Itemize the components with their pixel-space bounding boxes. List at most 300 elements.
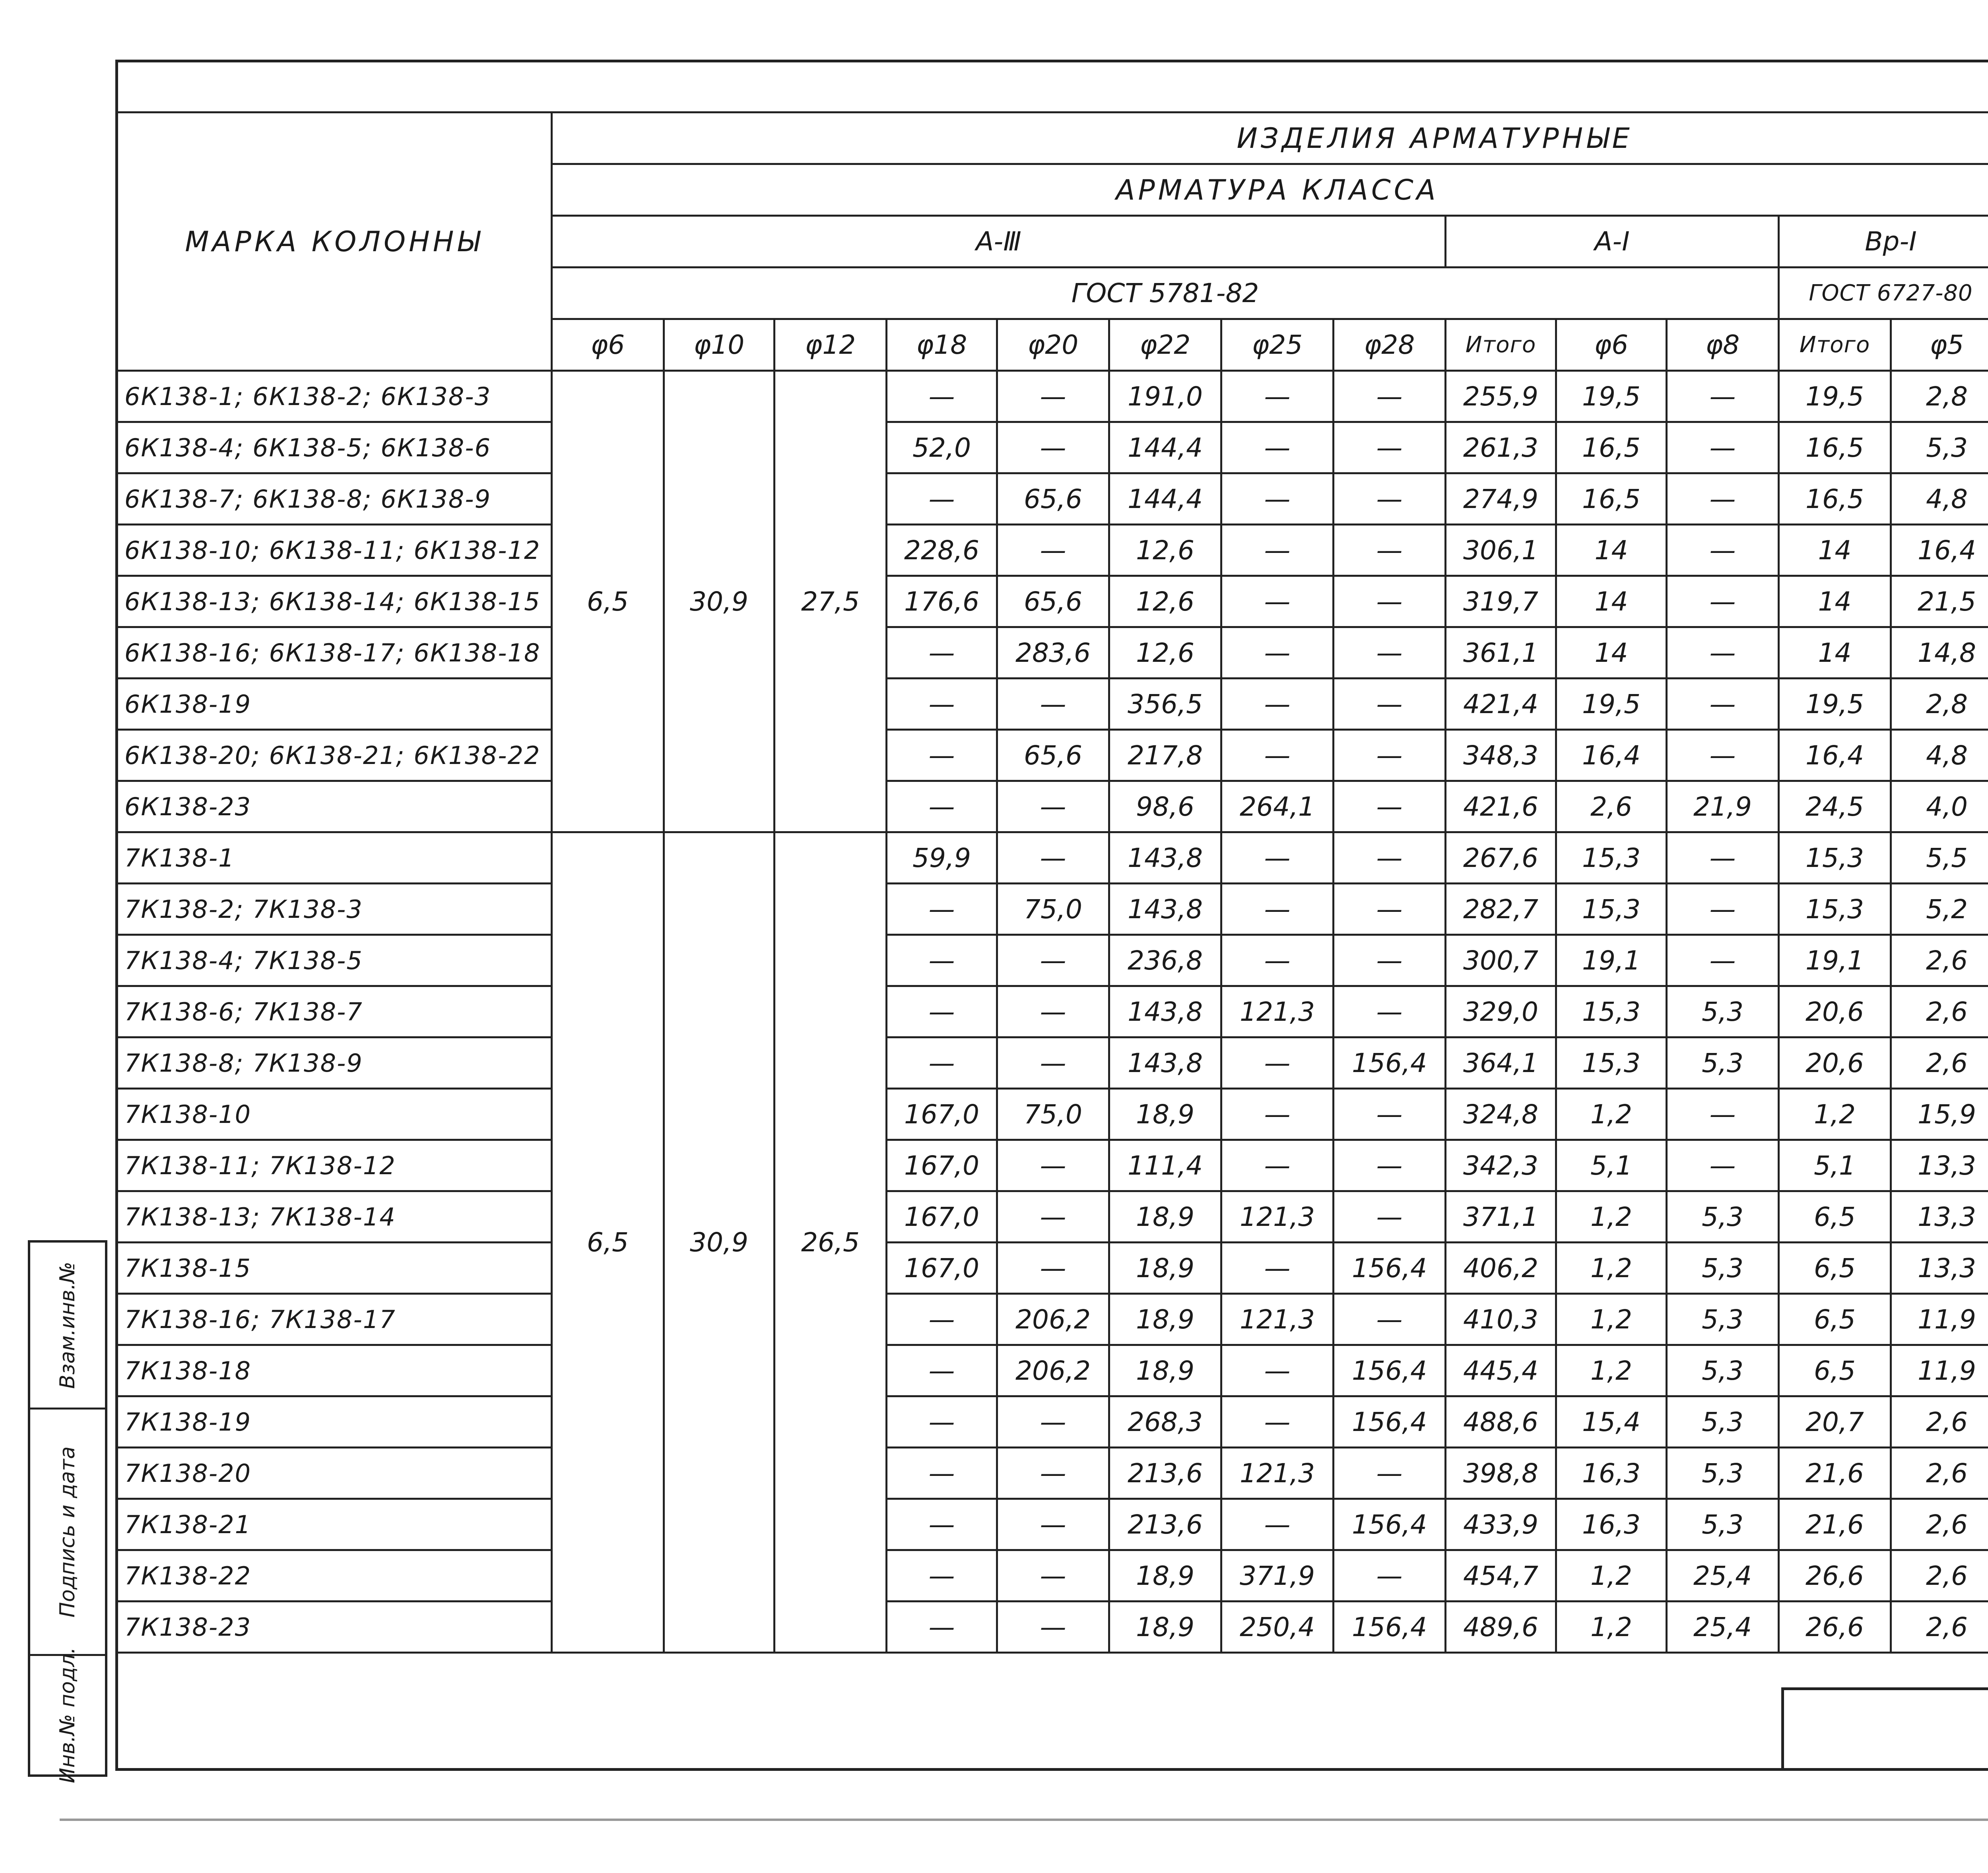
table-cell: 16,4 — [1779, 730, 1891, 781]
subheader-cell: Итого — [1779, 319, 1891, 371]
column-mark-cell: 6К138-4; 6К138-5; 6К138-6 — [116, 422, 552, 473]
column-mark-cell: 6К138-7; 6К138-8; 6К138-9 — [116, 473, 552, 525]
table-cell: 15,3 — [1556, 986, 1667, 1037]
table-cell: 191,0 — [1109, 371, 1221, 422]
scan-bottom-line — [60, 1819, 1988, 1821]
table-cell: 217,8 — [1109, 730, 1221, 781]
table-cell: — — [1334, 884, 1446, 935]
column-mark-cell: 6К138-1; 6К138-2; 6К138-3 — [116, 371, 552, 422]
side-label-inventory: Инв.№ подл. — [56, 1647, 80, 1784]
table-cell: 5,3 — [1667, 1396, 1779, 1448]
table-row — [116, 576, 1988, 627]
table-cell: 21,5 — [1891, 576, 1988, 627]
table-cell: 5,3 — [1667, 1499, 1779, 1550]
table-cell: 11,9 — [1891, 1294, 1988, 1345]
table-cell: 348,3 — [1446, 730, 1556, 781]
table-cell: 19,5 — [1779, 371, 1891, 422]
table-cell: — — [887, 679, 997, 730]
table-cell: — — [887, 473, 997, 525]
table-cell: 361,1 — [1446, 627, 1556, 679]
table-cell: 14 — [1556, 627, 1667, 679]
table-cell: — — [1334, 730, 1446, 781]
table-cell: 261,3 — [1446, 422, 1556, 473]
table-cell: — — [1334, 986, 1446, 1037]
side-stamp-strip — [28, 1240, 107, 1784]
table-cell: — — [997, 1140, 1109, 1191]
table-cell: 14 — [1779, 525, 1891, 576]
table-cell: — — [1334, 576, 1446, 627]
table-cell: — — [1221, 1499, 1334, 1550]
table-cell: — — [1667, 832, 1779, 884]
table-cell: — — [1334, 832, 1446, 884]
table-cell: 26,6 — [1779, 1550, 1891, 1602]
table-cell: 2,6 — [1556, 781, 1667, 832]
table-cell: 21,9 — [1667, 781, 1779, 832]
table-cell: — — [997, 832, 1109, 884]
side-label-replacement: Взам.инв.№ — [56, 1261, 80, 1389]
table-row — [116, 1602, 1988, 1653]
group-value-cell: 30,9 — [664, 371, 775, 832]
table-cell: — — [887, 1294, 997, 1345]
table-cell: — — [1334, 371, 1446, 422]
table-row — [116, 1345, 1988, 1396]
column-mark-cell: 7К138-4; 7К138-5 — [116, 935, 552, 986]
table-cell: 15,3 — [1556, 884, 1667, 935]
column-mark-cell: 7К138-23 — [116, 1602, 552, 1653]
table-row — [116, 1294, 1988, 1345]
table-cell: 144,4 — [1109, 422, 1221, 473]
table-cell: — — [1221, 730, 1334, 781]
subheader-cell: φ6 — [1556, 319, 1667, 371]
table-row — [116, 473, 1988, 525]
table-cell: 16,5 — [1556, 422, 1667, 473]
column-mark-cell: 7К138-1 — [116, 832, 552, 884]
table-cell: 2,6 — [1891, 1396, 1988, 1448]
table-cell: 306,1 — [1446, 525, 1556, 576]
table-cell: 20,6 — [1779, 986, 1891, 1037]
table-cell: 18,9 — [1109, 1345, 1221, 1396]
table-cell: 167,0 — [887, 1243, 997, 1294]
table-cell: 75,0 — [997, 1089, 1109, 1140]
table-cell: 342,3 — [1446, 1140, 1556, 1191]
table-cell: 20,6 — [1779, 1037, 1891, 1089]
subheader-cell: φ25 — [1221, 319, 1334, 371]
table-cell: 4,0 — [1891, 781, 1988, 832]
table-cell: 20,7 — [1779, 1396, 1891, 1448]
table-cell: 16,4 — [1891, 525, 1988, 576]
table-cell: 18,9 — [1109, 1294, 1221, 1345]
table-cell: 19,5 — [1556, 679, 1667, 730]
table-cell: 156,4 — [1334, 1396, 1446, 1448]
column-mark-cell: 6К138-23 — [116, 781, 552, 832]
subheader-cell: φ22 — [1109, 319, 1221, 371]
column-mark-cell: 7К138-18 — [116, 1345, 552, 1396]
table-cell: — — [1667, 730, 1779, 781]
table-cell: — — [997, 525, 1109, 576]
table-cell: 206,2 — [997, 1345, 1109, 1396]
table-cell: 121,3 — [1221, 1191, 1334, 1243]
table-cell: — — [1667, 371, 1779, 422]
table-cell: 65,6 — [997, 473, 1109, 525]
table-row — [116, 781, 1988, 832]
table-row — [116, 525, 1988, 576]
table-cell: 410,3 — [1446, 1294, 1556, 1345]
table-cell: 15,9 — [1891, 1089, 1988, 1140]
table-cell: 356,5 — [1109, 679, 1221, 730]
table-cell: 16,3 — [1556, 1448, 1667, 1499]
table-cell: 75,0 — [997, 884, 1109, 935]
table-cell: — — [1221, 422, 1334, 473]
table-cell: 371,1 — [1446, 1191, 1556, 1243]
column-mark-cell: 7К138-13; 7К138-14 — [116, 1191, 552, 1243]
column-mark-cell: 6К138-20; 6К138-21; 6К138-22 — [116, 730, 552, 781]
column-mark-cell: 7К138-15 — [116, 1243, 552, 1294]
column-mark-cell: 6К138-19 — [116, 679, 552, 730]
table-cell: 324,8 — [1446, 1089, 1556, 1140]
table-cell: 143,8 — [1109, 1037, 1221, 1089]
table-cell: 14 — [1779, 576, 1891, 627]
table-cell: 52,0 — [887, 422, 997, 473]
table-cell: — — [997, 1602, 1109, 1653]
table-cell: 1,2 — [1556, 1243, 1667, 1294]
table-cell: 16,5 — [1779, 473, 1891, 525]
table-cell: 13,3 — [1891, 1243, 1988, 1294]
table-row — [116, 1191, 1988, 1243]
table-cell: — — [887, 371, 997, 422]
table-cell: 59,9 — [887, 832, 997, 884]
table-cell: 255,9 — [1446, 371, 1556, 422]
table-cell: 282,7 — [1446, 884, 1556, 935]
table-cell: — — [1334, 679, 1446, 730]
column-mark-cell: 6К138-16; 6К138-17; 6К138-18 — [116, 627, 552, 679]
table-cell: 5,3 — [1667, 986, 1779, 1037]
table-cell: 5,3 — [1667, 1191, 1779, 1243]
document-code — [1784, 1690, 1988, 1768]
reinforcement-spec-table — [115, 111, 1988, 1654]
table-cell: — — [887, 781, 997, 832]
table-cell: — — [1667, 1140, 1779, 1191]
table-row — [116, 1089, 1988, 1140]
table-cell: 144,4 — [1109, 473, 1221, 525]
table-cell: 13,3 — [1891, 1191, 1988, 1243]
table-cell: — — [997, 422, 1109, 473]
table-cell: 5,1 — [1556, 1140, 1667, 1191]
table-cell: — — [1667, 627, 1779, 679]
table-cell: — — [997, 935, 1109, 986]
table-cell: — — [1667, 1089, 1779, 1140]
table-cell: — — [1334, 1140, 1446, 1191]
table-cell: 433,9 — [1446, 1499, 1556, 1550]
table-cell: — — [1667, 679, 1779, 730]
table-cell: 19,5 — [1779, 679, 1891, 730]
table-cell: 19,1 — [1779, 935, 1891, 986]
table-row — [116, 1243, 1988, 1294]
table-cell: 274,9 — [1446, 473, 1556, 525]
table-cell: 445,4 — [1446, 1345, 1556, 1396]
table-cell: 2,6 — [1891, 1037, 1988, 1089]
header-class-title: АРМАТУРА КЛАССА — [552, 164, 1988, 216]
table-cell: — — [1334, 1448, 1446, 1499]
group-value-cell: 26,5 — [775, 832, 887, 1653]
header-gost-vr: ГОСТ 6727-80 — [1779, 268, 1988, 319]
table-cell: 14 — [1556, 525, 1667, 576]
table-cell: 2,8 — [1891, 371, 1988, 422]
table-cell: — — [887, 1550, 997, 1602]
table-row — [116, 986, 1988, 1037]
table-cell: — — [997, 1448, 1109, 1499]
table-cell: 98,6 — [1109, 781, 1221, 832]
table-cell: 5,2 — [1891, 884, 1988, 935]
column-mark-cell: 7К138-6; 7К138-7 — [116, 986, 552, 1037]
header-gost-a: ГОСТ 5781-82 — [552, 268, 1779, 319]
table-cell: — — [997, 986, 1109, 1037]
table-cell: 1,2 — [1556, 1550, 1667, 1602]
table-cell: 2,6 — [1891, 1602, 1988, 1653]
table-cell: 250,4 — [1221, 1602, 1334, 1653]
table-cell: — — [1667, 935, 1779, 986]
table-cell: 143,8 — [1109, 884, 1221, 935]
title-block — [1781, 1687, 1988, 1771]
table-cell: — — [887, 935, 997, 986]
table-cell: 264,1 — [1221, 781, 1334, 832]
table-cell: 1,2 — [1556, 1294, 1667, 1345]
table-cell: 18,9 — [1109, 1243, 1221, 1294]
table-cell: 25,4 — [1667, 1602, 1779, 1653]
table-cell: — — [1221, 1396, 1334, 1448]
table-cell: 283,6 — [997, 627, 1109, 679]
table-cell: 19,1 — [1556, 935, 1667, 986]
table-cell: — — [887, 884, 997, 935]
table-cell: 364,1 — [1446, 1037, 1556, 1089]
column-mark-cell: 7К138-21 — [116, 1499, 552, 1550]
table-cell: — — [1334, 1550, 1446, 1602]
table-cell: 16,4 — [1556, 730, 1667, 781]
table-cell: 167,0 — [887, 1191, 997, 1243]
header-class-a1: А-Ⅰ — [1446, 216, 1779, 268]
table-cell: — — [997, 1037, 1109, 1089]
table-cell: 21,6 — [1779, 1499, 1891, 1550]
table-row — [116, 679, 1988, 730]
table-cell: 2,6 — [1891, 1550, 1988, 1602]
column-mark-cell: 7К138-8; 7К138-9 — [116, 1037, 552, 1089]
table-cell: 143,8 — [1109, 832, 1221, 884]
table-cell: 2,8 — [1891, 679, 1988, 730]
subheader-cell: φ20 — [997, 319, 1109, 371]
side-label-signature: Подпись и дата — [56, 1446, 80, 1617]
table-cell: 5,3 — [1667, 1037, 1779, 1089]
table-cell: 206,2 — [997, 1294, 1109, 1345]
table-cell: — — [1667, 473, 1779, 525]
table-cell: — — [997, 1243, 1109, 1294]
table-cell: — — [1334, 935, 1446, 986]
header-class-a3: А-Ⅲ — [552, 216, 1446, 268]
table-cell: 267,6 — [1446, 832, 1556, 884]
table-cell: 156,4 — [1334, 1037, 1446, 1089]
table-cell: 26,6 — [1779, 1602, 1891, 1653]
table-cell: 421,4 — [1446, 679, 1556, 730]
table-cell: — — [1221, 1243, 1334, 1294]
table-cell: — — [1221, 525, 1334, 576]
table-cell: — — [1221, 1345, 1334, 1396]
table-cell: 12,6 — [1109, 576, 1221, 627]
group-value-cell: 30,9 — [664, 832, 775, 1653]
table-cell: 14 — [1556, 576, 1667, 627]
table-cell: — — [887, 986, 997, 1037]
table-cell: — — [1221, 1037, 1334, 1089]
table-cell: 167,0 — [887, 1089, 997, 1140]
table-cell: — — [887, 627, 997, 679]
table-cell: — — [997, 781, 1109, 832]
table-cell: 228,6 — [887, 525, 997, 576]
table-cell: — — [1221, 473, 1334, 525]
table-cell: 2,6 — [1891, 935, 1988, 986]
table-cell: 1,2 — [1556, 1345, 1667, 1396]
table-cell: 167,0 — [887, 1140, 997, 1191]
table-cell: — — [887, 1602, 997, 1653]
table-cell: — — [997, 371, 1109, 422]
table-row — [116, 1037, 1988, 1089]
table-cell: 6,5 — [1779, 1243, 1891, 1294]
table-cell: — — [887, 1499, 997, 1550]
column-mark-cell: 7К138-20 — [116, 1448, 552, 1499]
table-cell: 489,6 — [1446, 1602, 1556, 1653]
table-cell: 24,5 — [1779, 781, 1891, 832]
subheader-cell: φ5 — [1891, 319, 1988, 371]
column-mark-cell: 7К138-16; 7К138-17 — [116, 1294, 552, 1345]
table-cell: 5,5 — [1891, 832, 1988, 884]
table-cell: 65,6 — [997, 730, 1109, 781]
table-cell: 6,5 — [1779, 1294, 1891, 1345]
table-cell: 12,6 — [1109, 627, 1221, 679]
table-cell: 4,8 — [1891, 730, 1988, 781]
column-mark-cell: 7К138-2; 7К138-3 — [116, 884, 552, 935]
table-cell: 11,9 — [1891, 1345, 1988, 1396]
table-cell: — — [1221, 884, 1334, 935]
table-cell: — — [997, 679, 1109, 730]
subheader-cell: φ18 — [887, 319, 997, 371]
header-column-mark: МАРКА КОЛОННЫ — [116, 112, 552, 371]
table-cell: — — [887, 1448, 997, 1499]
table-cell: 12,6 — [1109, 525, 1221, 576]
table-cell: 18,9 — [1109, 1550, 1221, 1602]
table-cell: — — [1334, 422, 1446, 473]
table-cell: 156,4 — [1334, 1345, 1446, 1396]
table-cell: — — [1221, 1140, 1334, 1191]
table-cell: — — [1221, 832, 1334, 884]
table-cell: 143,8 — [1109, 986, 1221, 1037]
table-row — [116, 730, 1988, 781]
table-cell: 15,4 — [1556, 1396, 1667, 1448]
column-mark-cell: 7К138-19 — [116, 1396, 552, 1448]
table-cell: 16,5 — [1556, 473, 1667, 525]
table-cell: 156,4 — [1334, 1499, 1446, 1550]
table-cell: — — [887, 1037, 997, 1089]
table-row — [116, 1140, 1988, 1191]
table-cell: — — [1334, 525, 1446, 576]
table-row — [116, 627, 1988, 679]
table-cell: 21,6 — [1779, 1448, 1891, 1499]
table-cell: 5,3 — [1667, 1294, 1779, 1345]
table-cell: — — [1334, 1089, 1446, 1140]
table-cell: 329,0 — [1446, 986, 1556, 1037]
table-cell: 1,2 — [1556, 1602, 1667, 1653]
table-cell: 1,2 — [1556, 1089, 1667, 1140]
table-cell: 18,9 — [1109, 1191, 1221, 1243]
table-row — [116, 371, 1988, 422]
table-cell: 213,6 — [1109, 1448, 1221, 1499]
table-cell: 121,3 — [1221, 986, 1334, 1037]
subheader-cell: Итого — [1446, 319, 1556, 371]
table-row — [116, 832, 1988, 884]
table-cell: 6,5 — [1779, 1345, 1891, 1396]
table-cell: — — [1221, 1089, 1334, 1140]
column-mark-cell: 7К138-10 — [116, 1089, 552, 1140]
table-cell: 2,6 — [1891, 1448, 1988, 1499]
column-mark-cell: 6К138-10; 6К138-11; 6К138-12 — [116, 525, 552, 576]
table-cell: — — [1334, 1191, 1446, 1243]
table-row — [116, 1448, 1988, 1499]
table-cell: — — [1221, 679, 1334, 730]
table-cell: 15,3 — [1556, 832, 1667, 884]
table-cell: 1,2 — [1779, 1089, 1891, 1140]
table-cell: — — [997, 1396, 1109, 1448]
table-cell: 454,7 — [1446, 1550, 1556, 1602]
table-cell: — — [997, 1191, 1109, 1243]
table-cell: — — [1221, 576, 1334, 627]
table-row — [116, 884, 1988, 935]
table-cell: — — [1667, 576, 1779, 627]
table-cell: 371,9 — [1221, 1550, 1334, 1602]
table-cell: — — [1667, 884, 1779, 935]
table-cell: 111,4 — [1109, 1140, 1221, 1191]
side-cell-inventory — [30, 1647, 105, 1784]
table-cell: 18,9 — [1109, 1602, 1221, 1653]
table-cell: 19,5 — [1556, 371, 1667, 422]
table-cell: — — [1334, 473, 1446, 525]
table-cell: — — [887, 1396, 997, 1448]
table-cell: 6,5 — [1779, 1191, 1891, 1243]
table-row — [116, 422, 1988, 473]
subheader-cell: φ6 — [552, 319, 664, 371]
column-mark-cell: 7К138-11; 7К138-12 — [116, 1140, 552, 1191]
table-row — [116, 1550, 1988, 1602]
table-cell: 406,2 — [1446, 1243, 1556, 1294]
table-cell: 156,4 — [1334, 1243, 1446, 1294]
table-cell: 421,6 — [1446, 781, 1556, 832]
table-cell: 14 — [1779, 627, 1891, 679]
table-cell: 2,6 — [1891, 986, 1988, 1037]
table-cell: 300,7 — [1446, 935, 1556, 986]
table-cell: 213,6 — [1109, 1499, 1221, 1550]
group-value-cell: 6,5 — [552, 832, 664, 1653]
table-cell: — — [997, 1550, 1109, 1602]
table-cell: 18,9 — [1109, 1089, 1221, 1140]
table-cell: 176,6 — [887, 576, 997, 627]
column-mark-cell: 7К138-22 — [116, 1550, 552, 1602]
table-cell: 14,8 — [1891, 627, 1988, 679]
table-cell: 25,4 — [1667, 1550, 1779, 1602]
subheader-cell: φ28 — [1334, 319, 1446, 371]
table-cell: 488,6 — [1446, 1396, 1556, 1448]
subheader-cell: φ8 — [1667, 319, 1779, 371]
table-cell: — — [1334, 1294, 1446, 1345]
table-cell: 1,2 — [1556, 1191, 1667, 1243]
group-value-cell: 27,5 — [775, 371, 887, 832]
table-cell: 121,3 — [1221, 1294, 1334, 1345]
table-cell: 156,4 — [1334, 1602, 1446, 1653]
table-cell: 15,3 — [1556, 1037, 1667, 1089]
side-cell-signature — [30, 1410, 105, 1656]
